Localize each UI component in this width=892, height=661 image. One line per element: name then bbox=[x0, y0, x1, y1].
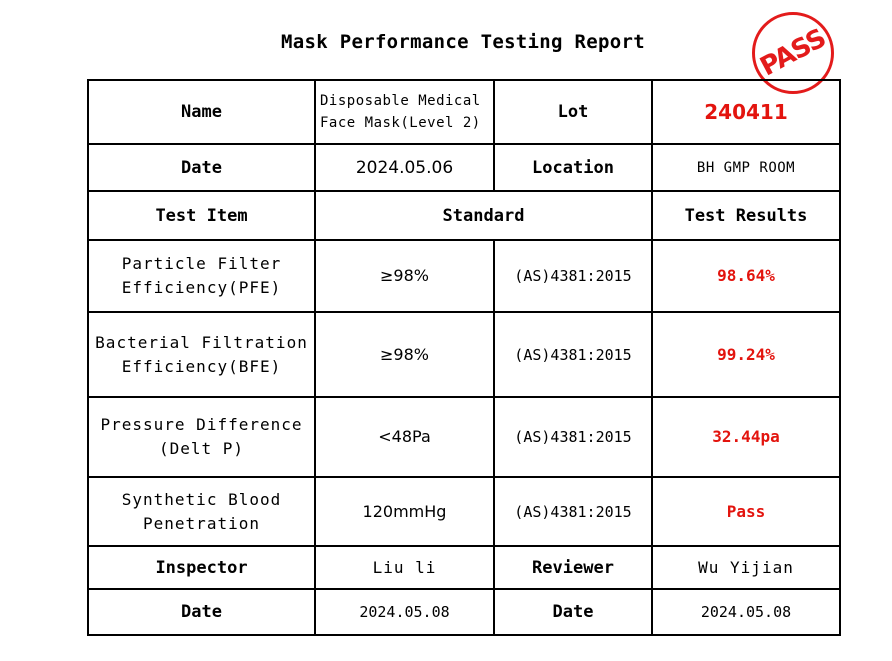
table-row bbox=[88, 312, 840, 397]
reviewer-value: Wu Yijian bbox=[652, 546, 840, 589]
location-label: Location bbox=[494, 144, 652, 191]
test-item: Pressure Difference (Delt P) bbox=[88, 397, 315, 477]
footer-date-label: Date bbox=[494, 589, 652, 635]
location-value: BH GMP ROOM bbox=[652, 144, 840, 191]
test-result: 98.64% bbox=[652, 240, 840, 312]
table-row bbox=[88, 477, 840, 546]
test-result: 99.24% bbox=[652, 312, 840, 397]
test-item: Particle Filter Efficiency(PFE) bbox=[88, 240, 315, 312]
table-row bbox=[88, 80, 840, 144]
inspector-value: Liu li bbox=[315, 546, 494, 589]
test-item-header: Test Item bbox=[88, 191, 315, 240]
requirement: 120mmHg bbox=[315, 477, 494, 546]
report-table bbox=[87, 79, 841, 636]
footer-date-label: Date bbox=[88, 589, 315, 635]
standard-ref: (AS)4381:2015 bbox=[494, 477, 652, 546]
standard-ref: (AS)4381:2015 bbox=[494, 312, 652, 397]
footer-date-value: 2024.05.08 bbox=[652, 589, 840, 635]
stamp-text: PASS bbox=[755, 23, 831, 83]
test-item: Synthetic Blood Penetration bbox=[88, 477, 315, 546]
table-row bbox=[88, 397, 840, 477]
standard-header: Standard bbox=[315, 191, 652, 240]
lot-value: 240411 bbox=[652, 80, 840, 144]
date-value: 2024.05.06 bbox=[315, 144, 494, 191]
test-item: Bacterial Filtration Efficiency(BFE) bbox=[88, 312, 315, 397]
name-value: Disposable Medical Face Mask(Level 2) bbox=[315, 80, 494, 144]
requirement: <48Pa bbox=[315, 397, 494, 477]
name-label: Name bbox=[88, 80, 315, 144]
test-result: 32.44pa bbox=[652, 397, 840, 477]
footer-date-value: 2024.05.08 bbox=[315, 589, 494, 635]
reviewer-label: Reviewer bbox=[494, 546, 652, 589]
table-row bbox=[88, 144, 840, 191]
table-row bbox=[88, 546, 840, 589]
inspector-label: Inspector bbox=[88, 546, 315, 589]
table-row bbox=[88, 240, 840, 312]
standard-ref: (AS)4381:2015 bbox=[494, 240, 652, 312]
requirement: ≥98% bbox=[315, 240, 494, 312]
lot-label: Lot bbox=[494, 80, 652, 144]
test-results-header: Test Results bbox=[652, 191, 840, 240]
table-row bbox=[88, 589, 840, 635]
requirement: ≥98% bbox=[315, 312, 494, 397]
report-title: Mask Performance Testing Report bbox=[281, 31, 645, 53]
test-result: Pass bbox=[652, 477, 840, 546]
standard-ref: (AS)4381:2015 bbox=[494, 397, 652, 477]
table-row bbox=[88, 191, 840, 240]
date-label: Date bbox=[88, 144, 315, 191]
